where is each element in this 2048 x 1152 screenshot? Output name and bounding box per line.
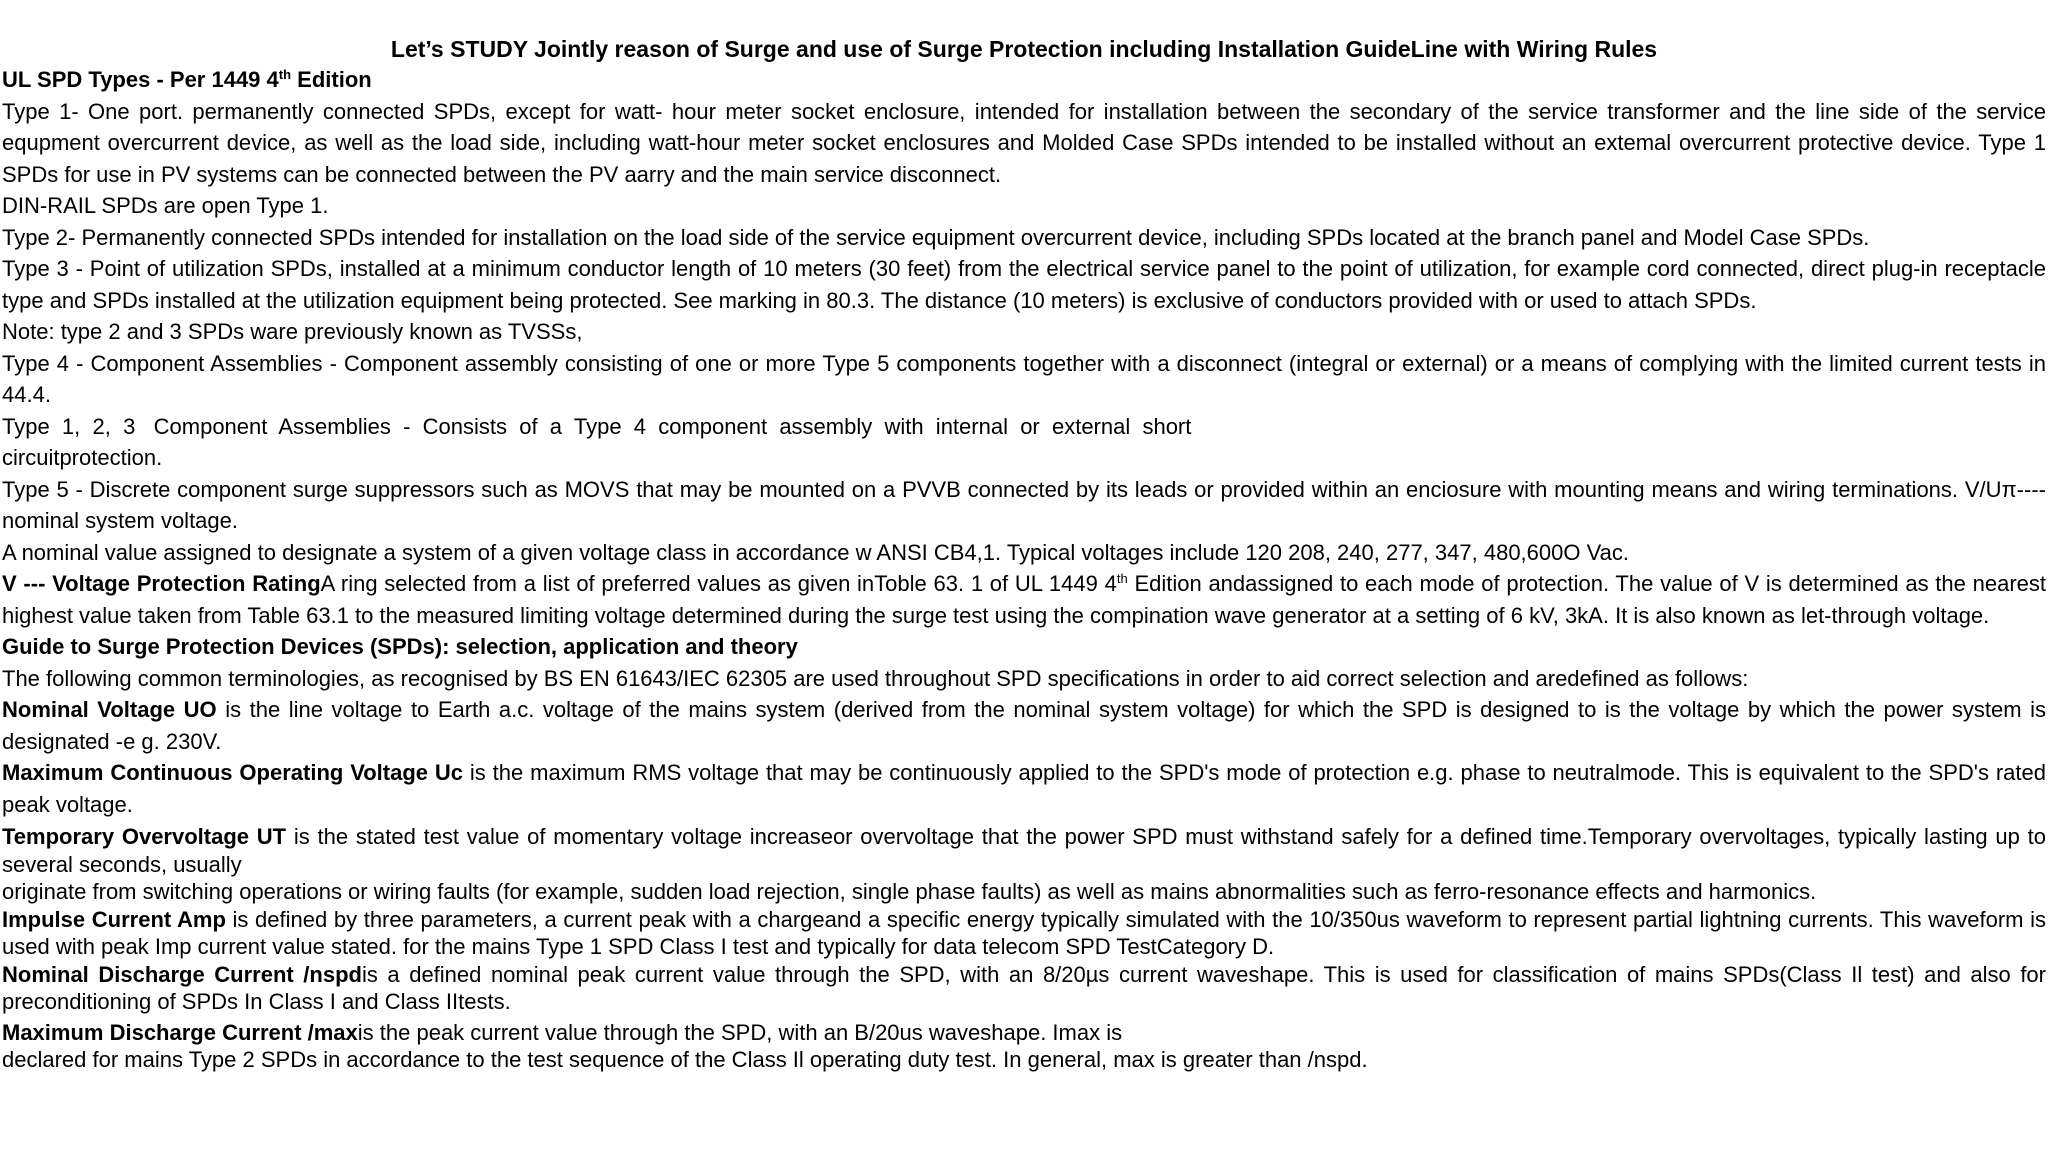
ul-spd-types-heading <box>2 64 2046 96</box>
max-discharge-label: Maximum Discharge Current /max <box>2 1019 358 1045</box>
type2-paragraph: Type 2- Permanently connected SPDs intended for installation on the load side of the service equipment overcurrent device, including SPDs located at the branch panel and Model Case SPDs. <box>2 224 1870 250</box>
vpr-text-b: Edition andassigned to each mode of protection. The value of V is determined as the nearest highest value taken from Table 63.1 to the measured limiting voltage determined during the surge test using the compination wave generator at a setting of 6 kV, 3kA. It is also known as let-through voltage. <box>2 571 2047 628</box>
ul-heading-pre: UL SPD Types - Per 1449 4 <box>2 67 279 92</box>
nominal-voltage-label: Nominal Voltage UO <box>2 697 217 722</box>
voltage-protection-rating-paragraph <box>2 568 2046 631</box>
nominal-voltage-text: is the line voltage to Earth a.c. voltage of the mains system (derived from the nominal system voltage) for which the SPD is designed to is the voltage by which the power system is designated -e g. 230V. <box>2 697 2046 754</box>
type5-paragraph: Type 5 - Discrete component surge suppressors such as MOVS that may be mounted on a PVVB connected by its leads or provided within an enciosure with mounting means and wiring terminations. V/Uπ----nominal system voltage. <box>2 476 2046 533</box>
mcov-label: Maximum Continuous Operating Voltage Uc <box>2 760 464 785</box>
nominal-discharge-text: is a defined nominal peak current value through the SPD, with an 8/20µs current waveshape. This is used for classification of mains SPDs(Class Il test) and also for preconditioning of SPDs In Class I and Class IItests. <box>2 961 2046 1014</box>
vpr-text-a: A ring selected from a list of preferred values as given inToble 63. 1 of UL 1449 4 <box>320 571 1117 596</box>
note-paragraph: Note: type 2 and 3 SPDs ware previously known as TVSSs, <box>2 319 583 344</box>
impulse-label: Impulse Current Amp <box>2 906 226 932</box>
nominal-value-paragraph: A nominal value assigned to designate a system of a given voltage class in accordance w ANSI CB4,1. Typical voltages include 120 208, 240, 277, 347, 480,600O Vac. <box>2 539 1629 565</box>
ul-heading-sup: th <box>278 67 292 82</box>
document-title: Let’s STUDY Jointly reason of Surge and use of Surge Protection including Installation GuideLine with Wiring Rules <box>390 36 1658 62</box>
max-discharge-paragraph <box>2 1016 2046 1047</box>
tov-label: Temporary Overvoltage UT <box>2 824 287 849</box>
type123-paragraph-line2: circuitprotection. <box>2 445 163 470</box>
nominal-discharge-label: Nominal Discharge Current /nspd <box>2 961 362 987</box>
impulse-current-paragraph <box>2 906 2046 961</box>
nominal-voltage-paragraph <box>2 694 2046 757</box>
impulse-text: is defined by three parameters, a current peak with a chargeand a specific energy typically simulated with the 10/350us waveform to represent partial lightning currents. This waveform is used with peak Imp current value stated. for the mains Type 1 SPD Class I test and typically for data telecom SPD TestCategory D. <box>2 906 2046 959</box>
din-rail-paragraph: DIN-RAIL SPDs are open Type 1. <box>2 193 329 218</box>
type3-paragraph: Type 3 - Point of utilization SPDs, installed at a minimum conductor length of 10 meters (30 feet) from the electrical service panel to the point of utilization, for example cord connected, direct plug-in receptacle type and SPDs installed at the utilization equipment being protected. See marking in 80.3. The distance (10 meters) is exclusive of conductors provided with or used to attach SPDs. <box>2 256 2046 313</box>
max-discharge-paragraph-line2: declared for mains Type 2 SPDs in accordance to the test sequence of the Class Il operating duty test. In general, max is greater than /nspd. <box>2 1047 1368 1072</box>
ul-heading-post: Edition <box>291 67 372 92</box>
mcov-paragraph <box>2 757 2046 820</box>
tov-paragraph <box>2 820 2046 878</box>
document-page <box>2 34 2046 1074</box>
nominal-discharge-paragraph <box>2 961 2046 1016</box>
type4-paragraph: Type 4 - Component Assemblies - Component assembly consisting of one or more Type 5 components together with a disconnect (integral or external) or a means of complying with the limited current tests in 44.4. <box>2 350 2046 407</box>
type123-paragraph-line1: Type 1, 2, 3 Component Assemblies - Consists of a Type 4 component assembly with internal or external short <box>2 413 1192 439</box>
type1-paragraph: Type 1- One port. permanently connected SPDs, except for watt- hour meter socket enclosure, intended for installation between the secondary of the service transformer and the line side of the service equpment overcurrent device, as well as the load side, including watt-hour meter socket enclosures and Molded Case SPDs intended to be installed without an extemal overcurrent protective device. Type 1 SPDs for use in PV systems can be connected between the PV aarry and the main service disconnect. <box>2 98 2046 187</box>
vpr-sup: th <box>1116 571 1128 586</box>
guide-intro-paragraph: The following common terminologies, as recognised by BS EN 61643/IEC 62305 are used throughout SPD specifications in order to aid correct selection and aredefined as follows: <box>2 665 1749 691</box>
guide-heading: Guide to Surge Protection Devices (SPDs): selection, application and theory <box>2 634 798 659</box>
vpr-label: V --- Voltage Protection Rating <box>2 571 321 596</box>
mcov-text: is the maximum RMS voltage that may be continuously applied to the SPD's mode of protection e.g. phase to neutralmode. This is equivalent to the SPD's rated peak voltage. <box>2 760 2046 817</box>
tov-paragraph-line2: originate from switching operations or wiring faults (for example, sudden load rejection, single phase faults) as well as mains abnormalities such as ferro-resonance effects and harmonics. <box>2 879 1817 904</box>
tov-text: is the stated test value of momentary voltage increaseor overvoltage that the power SPD must withstand safely for a defined time.Temporary overvoltages, typically lasting up to several seconds, usually <box>2 824 2047 877</box>
max-discharge-text: is the peak current value through the SPD, with an B/20us waveshape. Imax is <box>357 1019 1123 1045</box>
